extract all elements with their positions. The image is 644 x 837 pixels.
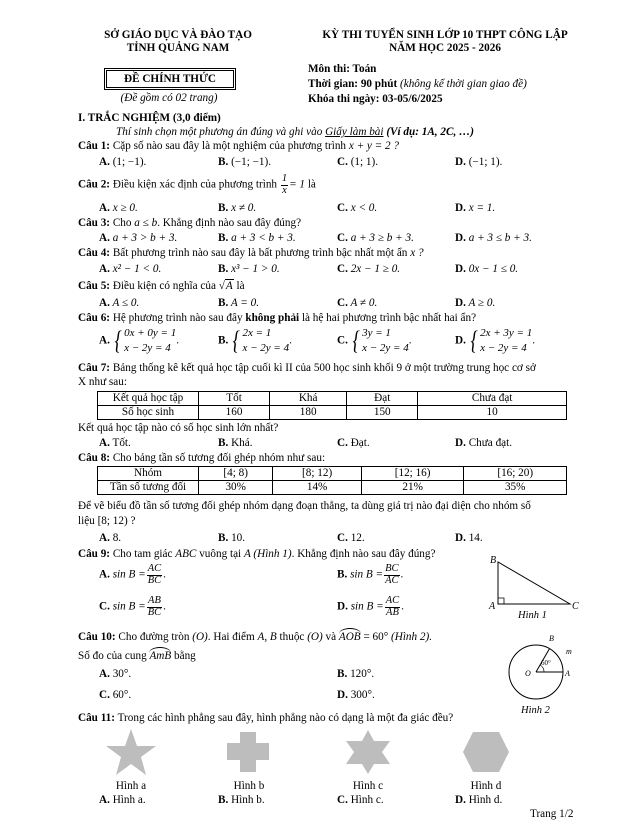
point-c-label: C (572, 601, 579, 612)
q5-option-a: A. A ≤ 0. (99, 297, 140, 309)
q7-option-d: D. Chưa đạt. (455, 437, 513, 449)
shape-b-caption: Hình b (233, 780, 265, 792)
q4-option-a: A. x² − 1 < 0. (99, 263, 162, 275)
time-info: Thời gian: 90 phút (không kể thời gian giao đề) (308, 78, 527, 90)
q1-option-a: A. (1; −1). (99, 156, 147, 168)
question-1: Câu 1: Cặp số nào sau đây là một nghiệm của phương trình x + y = 2 ? (78, 140, 400, 152)
q10-option-b: B. 120°. (337, 668, 375, 680)
question-11: Câu 11: Trong các hình phẳng sau đây, hình phẳng nào có dạng là một đa giác đều? (78, 712, 454, 724)
angle-label: 60° (541, 659, 551, 667)
department-name: SỞ GIÁO DỤC VÀ ĐÀO TẠO (104, 29, 252, 41)
q9-option-c: C. sin B = $\frac{AB}{BC}$ . (99, 595, 166, 618)
q2-option-c: C. x < 0. (337, 202, 378, 214)
exam-title: KỲ THI TUYỂN SINH LỚP 10 THPT CÔNG LẬP (322, 29, 568, 41)
q2-option-d: D. x = 1. (455, 202, 496, 214)
q4-option-c: C. 2x − 1 ≥ 0. (337, 263, 401, 275)
q8-option-d: D. 14. (455, 532, 483, 544)
q8-option-c: C. 12. (337, 532, 365, 544)
page-number: Trang 1/2 (530, 808, 574, 820)
table-row: Kết quả học tập Tốt Khá Đạt Chưa đạt (98, 392, 567, 406)
q3-option-b: B. a + 3 < b + 3. (218, 232, 296, 244)
q11-option-b: B. Hình b. (218, 794, 265, 806)
shape-d-caption: Hình d (470, 780, 502, 792)
triangle-figure (486, 552, 586, 624)
q10-option-a: A. 30°. (99, 668, 132, 680)
q9-option-d: D. sin B = $\frac{AC}{AB}$ . (337, 595, 404, 618)
q1-option-b: B. (−1; −1). (218, 156, 272, 168)
section-title: I. TRẮC NGHIỆM (3,0 điểm) (78, 112, 221, 124)
q8-option-a: A. 8. (99, 532, 122, 544)
q8-question-line2: liệu [8; 12) ? (78, 515, 136, 527)
question-4: Câu 4: Bất phương trình nào sau đây là bất phương trình bậc nhất một ẩn x ? (78, 247, 424, 259)
question-5: Câu 5: Điều kiện có nghĩa của √A là (78, 280, 245, 292)
table-row: Tần số tương đối 30% 14% 21% 35% (98, 481, 567, 495)
q8-table (97, 466, 567, 495)
q3-option-d: D. a + 3 ≤ b + 3. (455, 232, 532, 244)
section-instruction: Thí sinh chọn một phương án đúng và ghi vào Giấy làm bài (Ví dụ: 1A, 2C, …) (116, 126, 474, 138)
question-10: Câu 10: Cho đường tròn (O). Hai điểm A, B thuộc (O) và AOB = 60° (Hình 2). (78, 631, 433, 643)
q7-option-a: A. Tốt. (99, 437, 131, 449)
q2-option-a: A. x ≥ 0. (99, 202, 138, 214)
q8-option-b: B. 10. (218, 532, 246, 544)
q8-question-line1: Để vẽ biểu đồ tần số tương đối ghép nhóm dạng đoạn thẳng, ta dùng giá trị nào đại diện cho nhóm số (78, 500, 531, 512)
point-o-label: O (525, 669, 531, 678)
q5-option-c: C. A ≠ 0. (337, 297, 378, 309)
q10-option-d: D. 300°. (337, 689, 375, 701)
q6-option-c: C. { 3y = 1 x − 2y = 4 . (337, 325, 412, 355)
q5-option-d: D. A ≥ 0. (455, 297, 496, 309)
q1-option-c: C. (1; 1). (337, 156, 379, 168)
exam-date: Khóa thi ngày: 03-05/6/2025 (308, 93, 443, 105)
question-7: Câu 7: Bảng thống kê kết quả học tập cuối kì II của 500 học sinh khối 9 ở một trường trung học cơ sở (78, 362, 536, 374)
school-year: NĂM HỌC 2025 - 2026 (389, 42, 501, 54)
arc-m-label: m (566, 647, 572, 656)
q4-option-b: B. x³ − 1 > 0. (218, 263, 280, 275)
q5-option-b: B. A = 0. (218, 297, 260, 309)
circle-figure (494, 628, 580, 720)
shape-a-caption: Hình a (115, 780, 147, 792)
table-row: Số học sinh 160 180 150 10 (98, 406, 567, 420)
table-row: Nhóm [4; 8) [8; 12) [12; 16) [16; 20) (98, 467, 567, 481)
q11-option-c: C. Hình c. (337, 794, 384, 806)
question-9: Câu 9: Cho tam giác ABC vuông tại A (Hình 1). Khẳng định nào sau đây đúng? (78, 548, 436, 560)
question-6: Câu 6: Hệ phương trình nào sau đây không phải là hệ hai phương trình bậc nhất hai ẩn? (78, 312, 477, 324)
q6-option-a: A. { 0x + 0y = 1 x − 2y = 4 . (99, 325, 180, 355)
shape-c-caption: Hình c (352, 780, 384, 792)
point-b-label: B (549, 634, 554, 643)
q2-option-b: B. x ≠ 0. (218, 202, 257, 214)
q7-option-c: C. Đạt. (337, 437, 370, 449)
q7-option-b: B. Khá. (218, 437, 253, 449)
q3-option-a: A. a + 3 > b + 3. (99, 232, 178, 244)
hexagram-shape (343, 728, 393, 776)
point-a-label: A (565, 669, 570, 678)
q9-option-a: A. sin B = $\frac{AC}{BC}$ . (99, 563, 166, 586)
q7-question: Kết quả học tập nào có số học sinh lớn nhất? (78, 422, 279, 434)
figure-2-caption: Hình 2 (521, 705, 550, 716)
question-7-line2: X như sau: (78, 376, 127, 388)
q4-option-d: D. 0x − 1 ≤ 0. (455, 263, 519, 275)
official-exam-stamp: ĐỀ CHÍNH THỨC (106, 70, 234, 88)
cross-shape (224, 729, 272, 775)
q11-option-a: A. Hình a. (99, 794, 146, 806)
point-b-label: B (490, 555, 497, 566)
question-2: Câu 2: Điều kiện xác định của phương trình $\frac{1}{x}$ = 1 là (78, 173, 316, 196)
question-3: Câu 3: Cho a ≤ b. Khẳng định nào sau đây đúng? (78, 217, 302, 229)
pages-note: (Đề gồm có 02 trang) (120, 92, 218, 104)
question-8: Câu 8: Cho bảng tần số tương đối ghép nhóm như sau: (78, 452, 326, 464)
figure-1-caption: Hình 1 (518, 610, 547, 621)
province-name: TỈNH QUẢNG NAM (126, 42, 230, 54)
q10-option-c: C. 60°. (99, 689, 132, 701)
q11-option-d: D. Hình d. (455, 794, 503, 806)
q9-option-b: B. sin B = $\frac{BC}{AC}$ . (337, 563, 404, 586)
q3-option-c: C. a + 3 ≥ b + 3. (337, 232, 414, 244)
question-10-line2: Số đo của cung AmB bằng (78, 650, 196, 662)
q6-option-d: D. { 2x + 3y = 1 x − 2y = 4 . (455, 325, 536, 355)
subject: Môn thi: Toán (308, 63, 377, 75)
star-shape (104, 727, 158, 777)
q6-option-b: B. { 2x = 1 x − 2y = 4 . (218, 325, 292, 355)
hexagon-shape (461, 729, 511, 775)
q1-option-d: D. (−1; 1). (455, 156, 503, 168)
q7-table (97, 391, 567, 420)
point-a-label: A (489, 601, 496, 612)
